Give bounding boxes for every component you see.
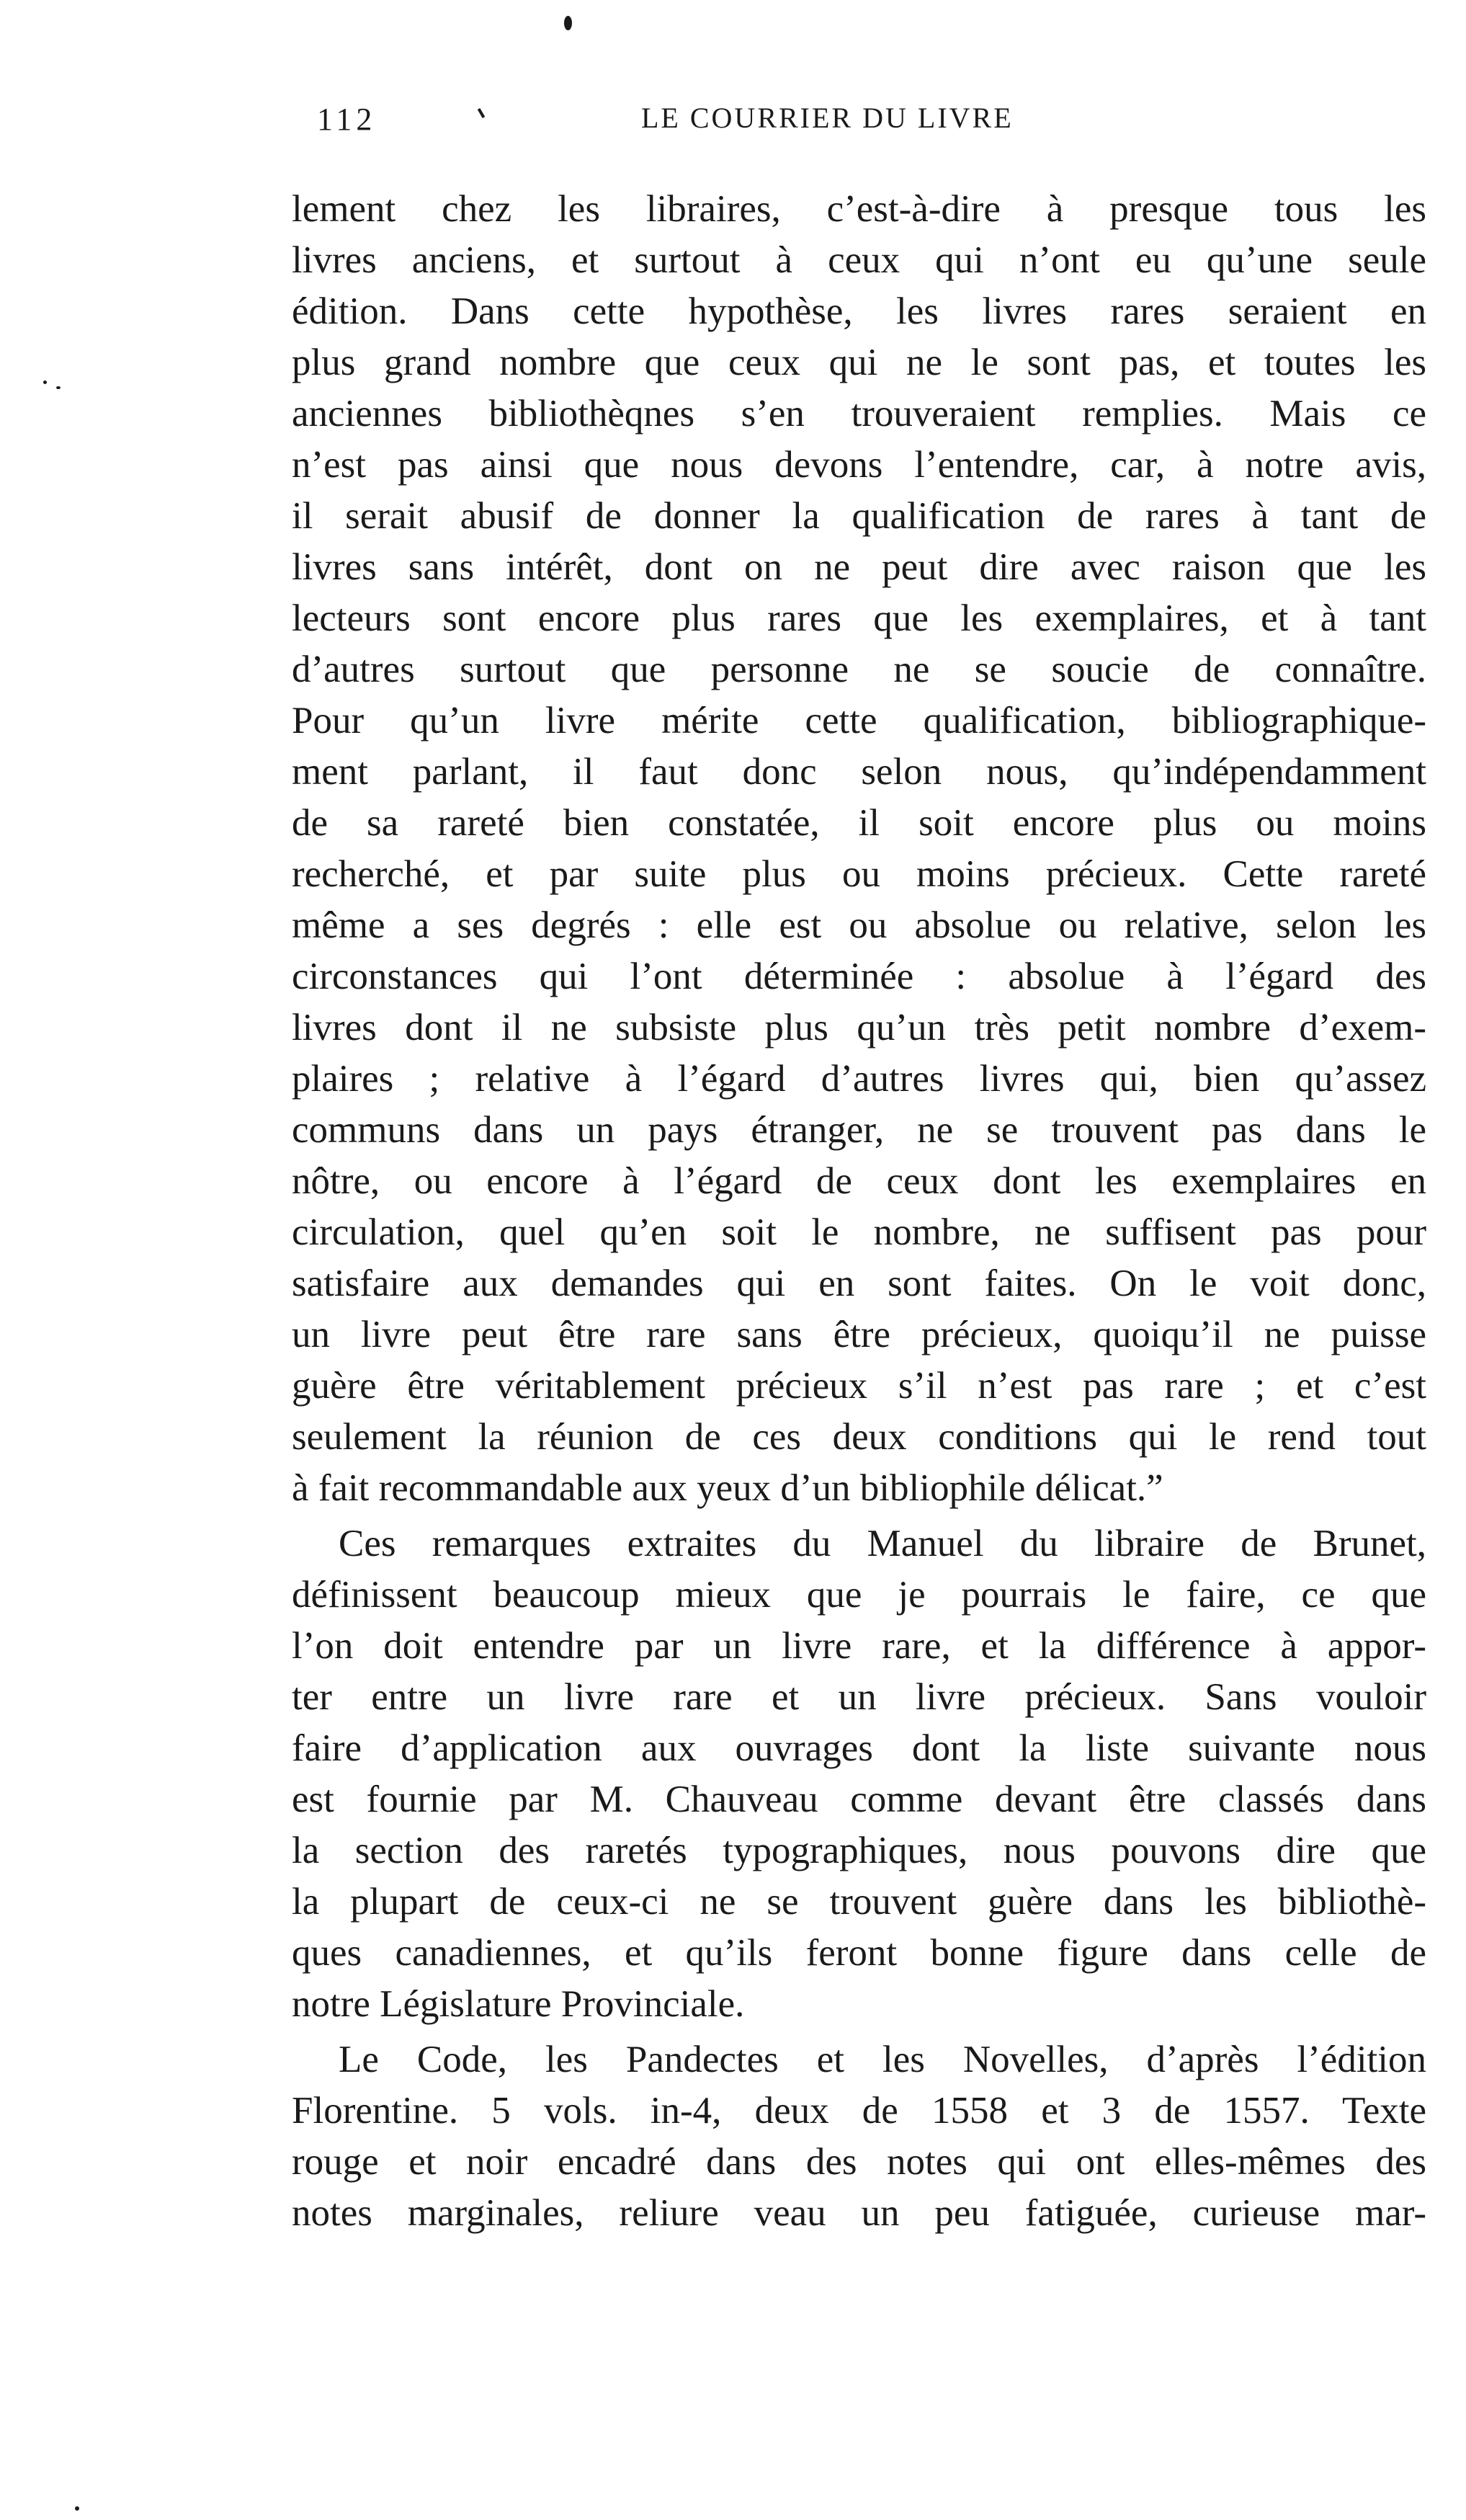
paragraph-brunet-remarks: [292, 1518, 1426, 2030]
paragraph-code-entry: [292, 2034, 1426, 2239]
text-line: livres sans intérêt, dont on ne peut dire avec raison que les: [292, 546, 1426, 588]
text-line: rouge et noir encadré dans des notes qui ont elles-mêmes des: [292, 2141, 1426, 2183]
text-line: guère être véritablement précieux s’il n’est pas rare ; et c’est: [292, 1365, 1426, 1407]
text-line: définissent beaucoup mieux que je pourrais le faire, ce que: [292, 1574, 1426, 1616]
text-line: un livre peut être rare sans être précieux, quoiqu’il ne puisse: [292, 1314, 1426, 1355]
text-line: n’est pas ainsi que nous devons l’entendre, car, à notre avis,: [292, 444, 1426, 486]
text-line: plaires ; relative à l’égard d’autres livres qui, bien qu’assez: [292, 1058, 1426, 1100]
text-line: l’on doit entendre par un livre rare, et la différence à appor-: [292, 1625, 1426, 1667]
text-line: plus grand nombre que ceux qui ne le sont pas, et toutes les: [292, 342, 1426, 383]
text-line: à fait recommandable aux yeux d’un bibliophile délicat.”: [292, 1467, 1163, 1509]
page-number: 112: [317, 102, 377, 137]
ink-speck-margin-1: [43, 380, 47, 384]
ink-dot-top: [564, 16, 572, 30]
text-line: Ces remarques extraites du Manuel du libraire de Brunet,: [339, 1523, 1426, 1564]
text-line: de sa rareté bien constatée, il soit encore plus ou moins: [292, 802, 1426, 844]
ink-speck-bottom: [75, 2506, 79, 2511]
text-line: communs dans un pays étranger, ne se trouvent pas dans le: [292, 1109, 1426, 1151]
text-line: anciennes bibliothèqnes s’en trouveraient remplies. Mais ce: [292, 393, 1426, 435]
text-line: Pour qu’un livre mérite cette qualification, bibliographique-: [292, 700, 1426, 742]
text-line: notre Législature Provinciale.: [292, 1983, 745, 2025]
text-line: notes marginales, reliure veau un peu fatiguée, curieuse mar-: [292, 2192, 1426, 2234]
text-line: circulation, quel qu’en soit le nombre, ne suffisent pas pour: [292, 1211, 1426, 1253]
text-line: livres anciens, et surtout à ceux qui n’ont eu qu’une seule: [292, 239, 1426, 281]
text-line: ter entre un livre rare et un livre précieux. Sans vouloir: [292, 1676, 1426, 1718]
text-line: est fournie par M. Chauveau comme devant être classés dans: [292, 1778, 1426, 1820]
text-line: ment parlant, il faut donc selon nous, qu’indépendamment: [292, 751, 1426, 793]
text-line: faire d’application aux ouvrages dont la liste suivante nous: [292, 1727, 1426, 1769]
text-line: nôtre, ou encore à l’égard de ceux dont les exemplaires en: [292, 1160, 1426, 1202]
text-line: recherché, et par suite plus ou moins précieux. Cette rareté: [292, 853, 1426, 895]
body-text: [292, 184, 1426, 2239]
text-line: il serait abusif de donner la qualification de rares à tant de: [292, 495, 1426, 537]
text-line: d’autres surtout que personne ne se soucie de connaître.: [292, 649, 1426, 690]
paragraph-continuation: [292, 184, 1426, 1514]
text-line: circonstances qui l’ont déterminée : absolue à l’égard des: [292, 956, 1426, 997]
text-line: la plupart de ceux-ci ne se trouvent guère dans les bibliothè-: [292, 1881, 1426, 1923]
text-line: Florentine. 5 vols. in-4, deux de 1558 et 3 de 1557. Texte: [292, 2090, 1426, 2132]
ink-speck-margin-2: [56, 386, 61, 389]
text-line: satisfaire aux demandes qui en sont faites. On le voit donc,: [292, 1263, 1426, 1304]
text-line: lement chez les libraires, c’est-à-dire à presque tous les: [292, 188, 1426, 230]
text-line: ques canadiennes, et qu’ils feront bonne figure dans celle de: [292, 1932, 1426, 1974]
running-title: LE COURRIER DU LIVRE: [641, 102, 1014, 134]
text-line: seulement la réunion de ces deux conditions qui le rend tout: [292, 1416, 1426, 1458]
text-line: livres dont il ne subsiste plus qu’un très petit nombre d’exem-: [292, 1007, 1426, 1048]
text-line: Le Code, les Pandectes et les Novelles, d’après l’édition: [339, 2039, 1426, 2080]
text-line: la section des raretés typographiques, nous pouvons dire que: [292, 1830, 1426, 1871]
running-header: [317, 101, 1426, 151]
text-line: même a ses degrés : elle est ou absolue ou relative, selon les: [292, 904, 1426, 946]
text-line: édition. Dans cette hypothèse, les livres rares seraient en: [292, 290, 1426, 332]
text-line: lecteurs sont encore plus rares que les exemplaires, et à tant: [292, 597, 1426, 639]
